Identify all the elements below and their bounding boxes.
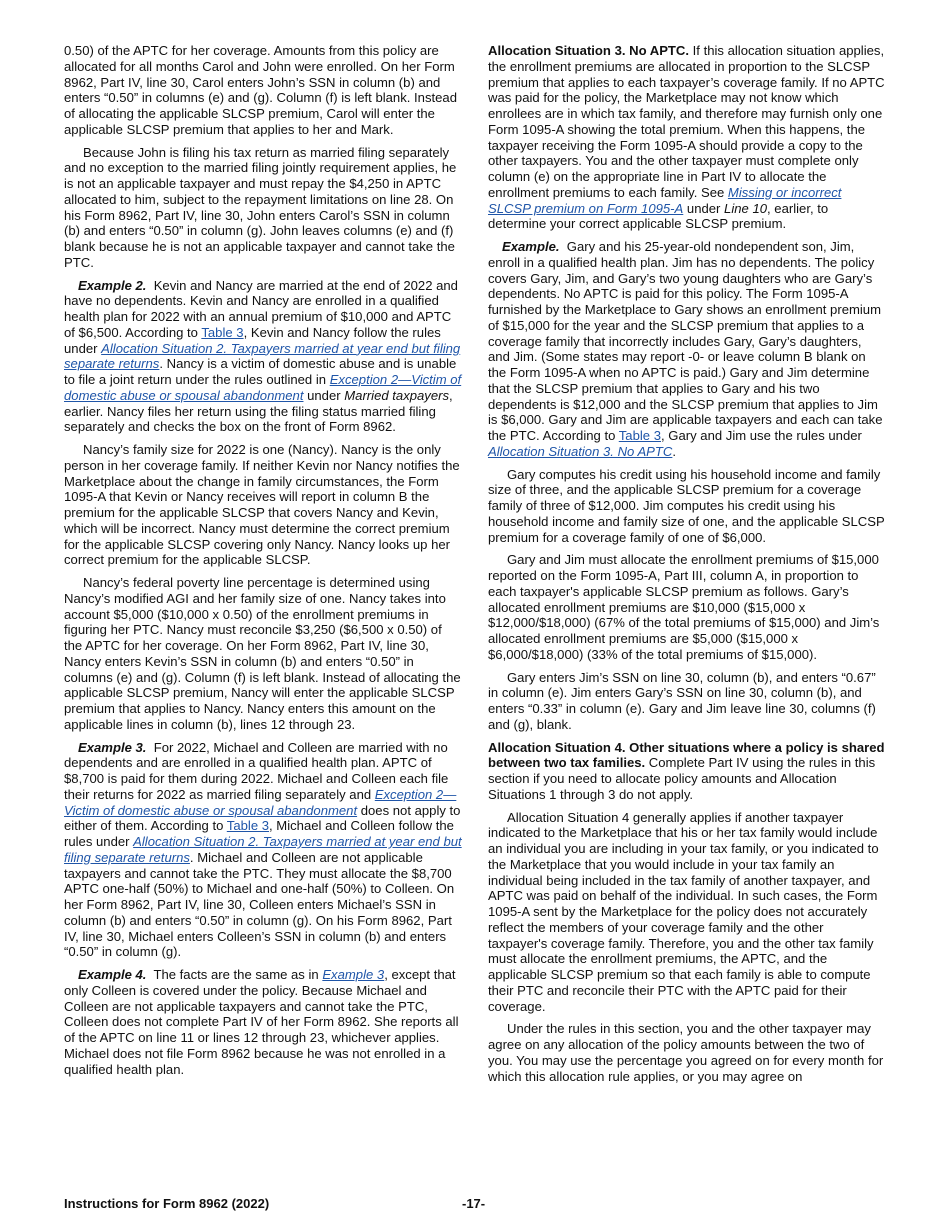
text: , Gary and Jim use the rules under <box>661 428 862 443</box>
section-heading: Allocation Situation 4. Other situations where a policy is shared between two tax families. <box>488 739 885 771</box>
allocation-situation-2-link[interactable]: Allocation Situation 2. Taxpayers married at year end but filing separate returns <box>64 834 462 865</box>
text: , earlier, to determine your correct applicable SLCSP premium. <box>488 200 829 232</box>
text: , Michael and Colleen follow the rules under <box>64 818 454 849</box>
text: Complete Part IV using the rules in this section if you need to allocate policy amounts and Allocation Situations 1 through 3 do not apply. <box>488 755 876 802</box>
example-3-link[interactable]: Example 3 <box>322 967 385 982</box>
allocation-situation-4 <box>488 740 886 803</box>
example-label: Example 3. <box>78 739 147 755</box>
paragraph: Because John is filing his tax return as married filing separately and no exception to the married filing jointly requirement applies, he is not an applicable taxpayer and must repay the $4,250 in APTC allocated to him, subject to the repayment limitations on line 28. On his Form 8962, Part IV, line 30, John enters Carol’s SSN in column (b) and enters “0.50” in column (g). John leaves columns (e) and (f) blank because he is not an applicable taxpayer and cannot take the PTC. <box>64 144 457 270</box>
paragraph: Nancy’s federal poverty line percentage is determined using Nancy’s modified AGI and her family size of one. Nancy takes into account $5,000 ($10,000 x 0.50) of the enrollment premiums in figuring her PTC. Nancy must reconcile $3,250 ($6,500 x 0.50) of the APTC for her coverage. On her Form 8962, Part IV, line 30, Nancy enters Kevin’s SSN in column (b) and enters “0.50” in columns (e) and (g). Column (f) is left blank. Instead of allocating the applicable SLCSP premium, Nancy will enter the applicable SLCSP premium that applies to Nancy. Nancy enters this amount on the applicable lines in column (b), lines 12 through 23. <box>64 575 461 732</box>
example-2 <box>64 278 462 436</box>
form-title: Instructions for Form 8962 (2022) <box>64 1196 270 1211</box>
text: , except that only Colleen is covered under the policy. Because Michael and Colleen are not applicable taxpayers and cannot take the PTC, Colleen does not complete Part IV of her Form 8962. She reports all of the APTC on line 11 or lines 12 through 23, whichever applies. Michael does not file Form 8962 because he was not enrolled in a qualified health plan. <box>64 967 459 1077</box>
example <box>488 239 886 460</box>
paragraph: Nancy’s family size for 2022 is one (Nancy). Nancy is the only person in her coverage family. If neither Kevin nor Nancy notifies the Marketplace about the change in family circumstances, the Form 1095-A that Kevin or Nancy receives will report in column B the premium for the applicable SLCSP that covers Nancy and Kevin, which will be incorrect. Nancy must determine the correct premium for the applicable SLCSP covering only Nancy. Nancy looks up her correct premium for the applicable SLCSP. <box>64 442 460 568</box>
example-label: Example 2. <box>78 277 147 293</box>
allocation-situation-3 <box>488 43 886 232</box>
paragraph: 0.50) of the APTC for her coverage. Amounts from this policy are allocated for all months Carol and John were enrolled. On her Form 8962, Part IV, line 30, Carol enters John’s SSN in column (b) and enters “0.50” in columns (e) and (g). Column (f) is left blank. Instead of allocating the applicable SLCSP premium, Carol will enter the applicable SLCSP premium that applies to her and Mark. <box>64 43 457 137</box>
text: Gary and his 25-year-old nondependent son, Jim, enroll in a qualified health plan. Jim has no dependents. The policy covers Gary, Jim, and Gary’s two young daughters who are Gary’s dependents. No APTC is paid for this policy. The Form 1095-A furnished by the Marketplace to Gary shows an enrollment premium of $15,000 for the year and the SLCSP premium that applies to a coverage family that incorrectly includes Gary, Gary’s daughters, and Jim. (Some states may report -0- or leave column B blank on the Form 1095-A when no APTC is paid.) Gary and Jim determine that the SLCSP premium that applies to Gary and his two dependents is $12,000 and the SLCSP premium that applies to Jim is $6,000. Gary and Jim are applicable taxpayers and each can take the PTC. According to <box>488 239 883 443</box>
page-number: -17- <box>462 1196 486 1211</box>
example-label: Example. <box>502 239 560 254</box>
exception-2-link[interactable]: Exception 2—Victim of domestic abuse or spousal abandonment <box>64 372 462 403</box>
text: , earlier. Nancy files her return using the filing status married filing separately and checks the box on the front of Form 8962. <box>64 387 453 435</box>
italic-ref: Married taxpayers <box>344 387 450 403</box>
table-3-link[interactable]: Table 3 <box>226 818 270 834</box>
example-3 <box>64 740 462 961</box>
exception-2-link[interactable]: Exception 2—Victim of domestic abuse or spousal abandonment <box>64 786 457 818</box>
text: . <box>672 443 677 459</box>
text: does not apply to either of them. According to <box>64 802 461 834</box>
allocation-situation-3-link[interactable]: Allocation Situation 3. No APTC <box>488 443 673 459</box>
example-4 <box>64 967 462 1077</box>
example-label: Example 4. <box>78 967 147 982</box>
paragraph: Gary enters Jim’s SSN on line 30, column (b), and enters “0.67” in column (e). Jim enters Gary’s SSN on line 30, column (b), and enters “0.33” in column (e). Gary and Jim leave line 30, columns (f) and (g), blank. <box>488 669 876 732</box>
text: under <box>683 200 725 216</box>
paragraph: Allocation Situation 4 generally applies if another taxpayer indicated to the Marketplace that his or her tax family would include an individual you are including in your tax family, or you indicated to the Marketplace that you would include in your tax family an individual being included in the tax family of another taxpayer, and APTC was paid on behalf of the individual. In such cases, the Form 1095-A sent by the Marketplace for the policy does not accurately reflect the members of your coverage family and the other taxpayer's coverage family. Therefore, you and the other tax family must allocate the enrollment premiums, the APTC, and the applicable SLCSP premium so that each family is able to compute their PTC and reconcile their PTC with the APTC paid for their coverage. <box>488 809 879 1014</box>
right-column <box>488 43 886 1091</box>
paragraph: Gary computes his credit using his household income and family size of three, and the applicable SLCSP premium for a coverage family of three of $12,000. Jim computes his credit using his household income and family size of one, and the applicable SLCSP premium for a coverage family of one of $6,000. <box>488 466 885 545</box>
left-column <box>64 43 462 1084</box>
text: Kevin and Nancy are married at the end of 2022 and have no dependents. Kevin and Nancy are enrolled in a qualified health plan for 2022 with an annual premium of $10,000 and APTC of $6,500. According to <box>64 277 458 340</box>
text: For 2022, Michael and Colleen are married with no dependents and are enrolled in a qualified health plan. APTC of $8,700 is paid for them during 2022. Michael and Colleen each file their returns for 2022 as married filing separately and <box>64 739 449 802</box>
table-3-link[interactable]: Table 3 <box>618 428 661 443</box>
text: If this allocation situation applies, the enrollment premiums are allocated in proportion to the SLCSP premium that applies to each taxpayer’s coverage family. If no APTC was paid for the policy, the Marketplace may not know which enrollees are in which tax family, and therefore may furnish only one Form 1095-A showing the total premium. When this happens, the taxpayer receiving the Form 1095-A should provide a copy to the other taxpayers. You and the other taxpayer must complete only column (e) on the appropriate line in Part IV to allocate the enrollment premiums to each family. See <box>488 43 885 200</box>
paragraph: Gary and Jim must allocate the enrollment premiums of $15,000 reported on the Form 1095-A, Part III, column A, in proportion to each taxpayer's applicable SLCSP premium as follows. Gary’s allocated enrollment premiums are $10,000 ($15,000 x $12,000/$18,000) (67% of the total premiums of $15,000) and Jim’s allocated enrollment premiums are $5,000 ($15,000 x $6,000/$18,000) (33% of the total premiums of $15,000). <box>488 552 880 662</box>
text: . Michael and Colleen are not applicable taxpayers and cannot take the PTC. They must allocate the $8,700 APTC one-half (50%) to Michael and one-half (50%) to Colleen. On her Form 8962, Part IV, line 30, Colleen enters Michael’s SSN in column (b) and enters “0.50” in column (g). On his Form 8962, Part IV, line 30, Michael enters Colleen’s SSN in column (b) and enters “0.50” in column (g). <box>64 849 455 960</box>
paragraph: Under the rules in this section, you and the other taxpayer may agree on any allocation of the policy amounts between the two of you. You may use the percentage you agreed on for every month for which this allocation rule applies, or you may agree on <box>488 1021 884 1084</box>
allocation-situation-2-link[interactable]: Allocation Situation 2. Taxpayers married at year end but filing separate returns <box>64 340 461 372</box>
table-3-link[interactable]: Table 3 <box>201 324 244 340</box>
text: . Nancy is a victim of domestic abuse and is unable to file a joint return under the rules outlined in <box>64 356 457 387</box>
section-heading: Allocation Situation 3. No APTC. <box>488 43 690 58</box>
text: under <box>303 387 345 403</box>
text: , Kevin and Nancy follow the rules under <box>64 324 441 356</box>
italic-ref: Line 10 <box>724 200 768 216</box>
text: The facts are the same as in <box>153 967 323 982</box>
missing-slcsp-link[interactable]: Missing or incorrect SLCSP premium on Form 1095-A <box>488 184 842 216</box>
